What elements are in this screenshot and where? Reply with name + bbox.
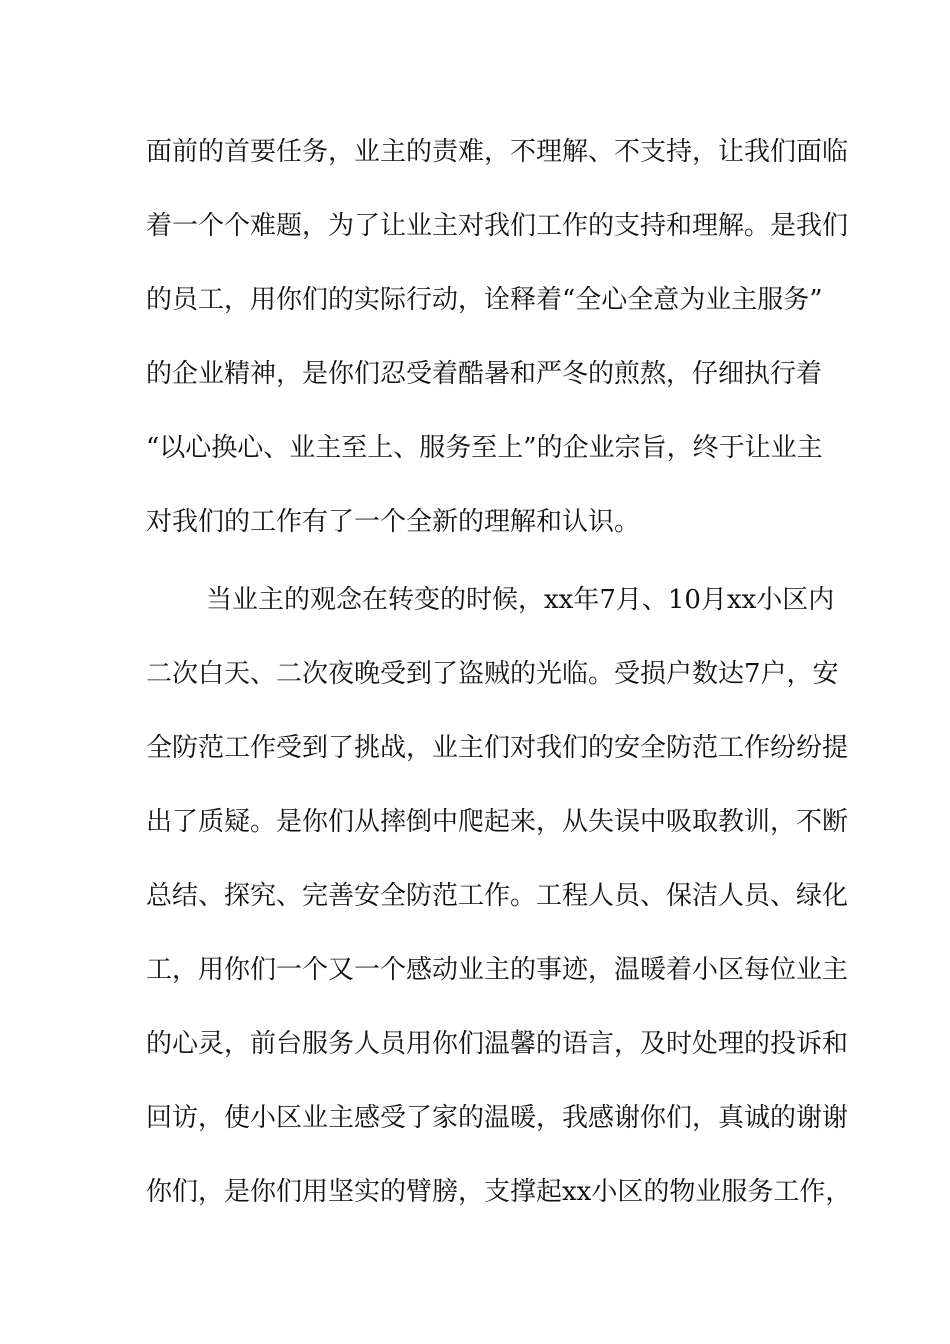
text-line: 二次白天、二次夜晚受到了盗贼的光临。受损户数达7户，安 — [146, 659, 839, 689]
paragraph-last-line: 对我们的工作有了一个全新的理解和认识。 — [146, 507, 641, 537]
text-line: 全防范工作受到了挑战，业主们对我们的安全防范工作纷纷提 — [146, 733, 849, 763]
text-line: 的企业精神，是你们忍受着酷暑和严冬的煎熬，仔细执行着 — [146, 359, 823, 389]
text-line: 的心灵，前台服务人员用你们温馨的语言，及时处理的投诉和 — [146, 1029, 849, 1059]
text-line: 出了质疑。是你们从摔倒中爬起来，从失误中吸取教训，不断 — [146, 807, 849, 837]
text-line: 着一个个难题，为了让业主对我们工作的支持和理解。是我们 — [146, 211, 849, 241]
paragraph-first-line: 当业主的观念在转变的时候，xx年7月、10月xx小区内 — [206, 585, 835, 615]
text-line: 工，用你们一个又一个感动业主的事迹，温暖着小区每位业主 — [146, 955, 849, 985]
text-line: 的员工，用你们的实际行动，诠释着“全心全意为业主服务” — [146, 285, 823, 315]
text-line: “以心换心、业主至上、服务至上”的企业宗旨，终于让业主 — [146, 433, 823, 463]
text-line: 你们，是你们用坚实的臂膀，支撑起xx小区的物业服务工作， — [146, 1177, 852, 1207]
text-line: 总结、探究、完善安全防范工作。工程人员、保洁人员、绿化 — [146, 881, 849, 911]
text-line: 回访，使小区业主感受了家的温暖，我感谢你们，真诚的谢谢 — [146, 1103, 849, 1133]
text-line: 面前的首要任务，业主的责难，不理解、不支持，让我们面临 — [146, 137, 849, 167]
